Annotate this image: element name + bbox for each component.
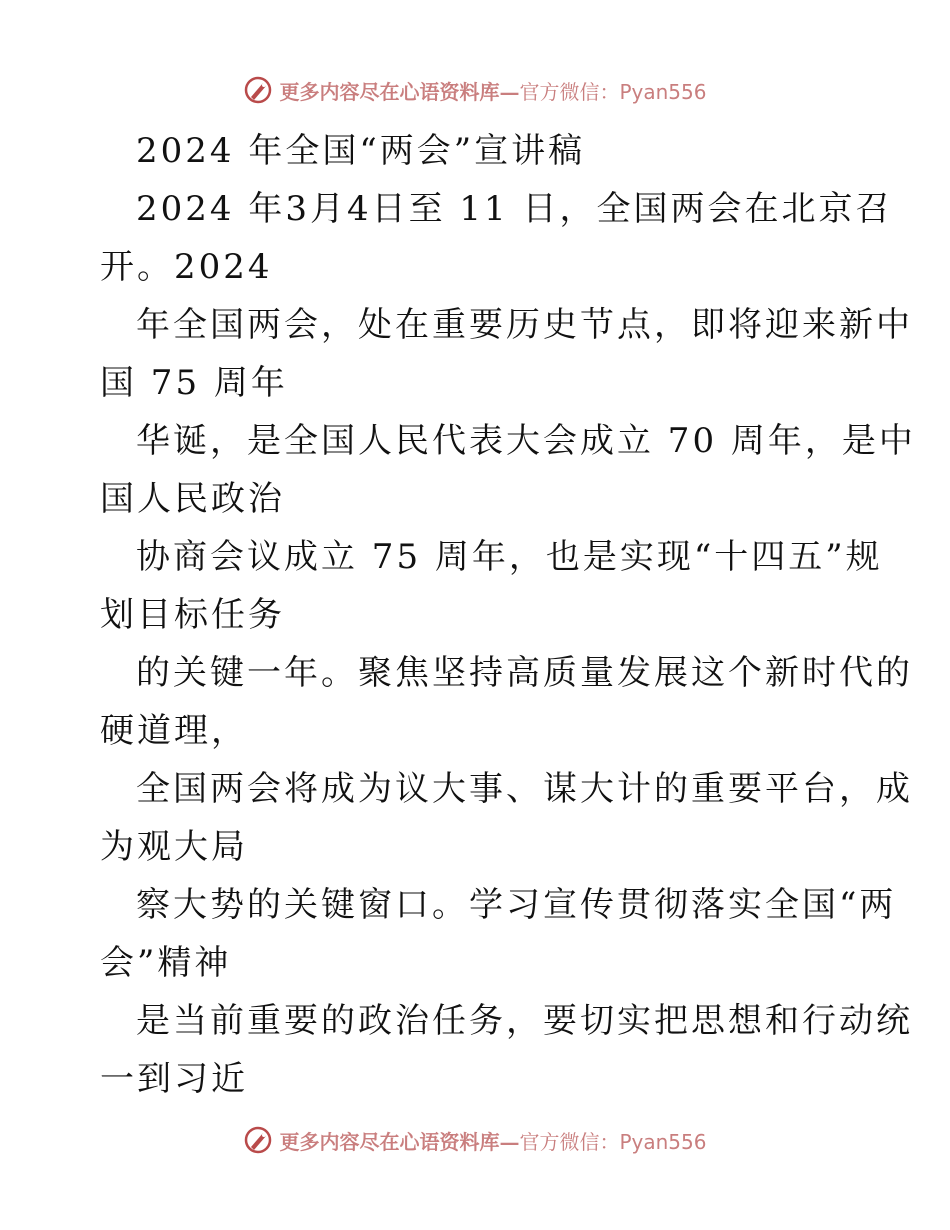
document-body bbox=[100, 122, 916, 1108]
text-line: 一到习近 bbox=[100, 1059, 248, 1099]
document-title: 2024 年全国“两会”宣讲稿 bbox=[136, 131, 586, 171]
text-line: 为观大局 bbox=[100, 827, 248, 867]
text-line: 会”精神 bbox=[100, 943, 232, 983]
text-line: 国人民政治 bbox=[100, 479, 285, 519]
text-line: 开。2024 bbox=[100, 247, 273, 287]
pen-nib-logo-icon bbox=[243, 1125, 273, 1155]
text-line: 华诞，是全国人民代表大会成立 70 周年，是中 bbox=[136, 421, 916, 461]
text-line: 年全国两会，处在重要历史节点，即将迎来新中 bbox=[136, 305, 913, 345]
watermark-wechat: 官方微信：Pyan556 bbox=[519, 1129, 707, 1154]
watermark-header bbox=[0, 70, 950, 110]
text-line: 察大势的关键窗口。学习宣传贯彻落实全国“两 bbox=[136, 885, 897, 925]
pen-nib-logo-icon bbox=[243, 75, 273, 105]
watermark-text: 更多内容尽在心语资料库— bbox=[279, 79, 520, 104]
text-line: 的关键一年。聚焦坚持高质量发展这个新时代的 bbox=[136, 653, 913, 693]
watermark-text: 更多内容尽在心语资料库— bbox=[279, 1129, 520, 1154]
text-line: 全国两会将成为议大事、谋大计的重要平台，成 bbox=[136, 769, 913, 809]
text-line: 划目标任务 bbox=[100, 595, 285, 635]
watermark-footer bbox=[0, 1120, 950, 1160]
text-line: 国 75 周年 bbox=[100, 363, 288, 403]
text-line: 协商会议成立 75 周年，也是实现“十四五”规 bbox=[136, 537, 883, 577]
text-line: 硬道理， bbox=[100, 711, 248, 751]
text-line: 2024 年3月4日至 11 日，全国两会在北京召 bbox=[136, 189, 893, 229]
watermark-wechat: 官方微信：Pyan556 bbox=[519, 79, 707, 104]
text-line: 是当前重要的政治任务，要切实把思想和行动统 bbox=[136, 1001, 913, 1041]
